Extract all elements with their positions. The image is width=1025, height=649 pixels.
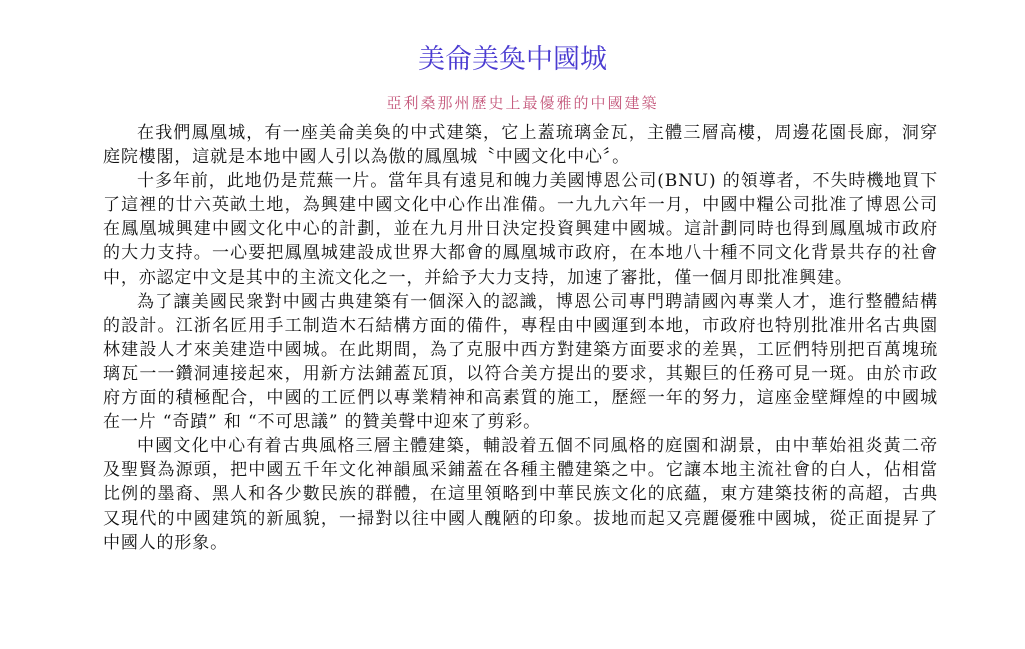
paragraph-2: 十多年前，此地仍是荒蕪一片。當年具有遠見和魄力美國博恩公司(BNU) 的領導者，不失時機地買下了這裡的廿六英畝土地，為興建中國文化中心作出准備。一九九六年一月，中國中糧公司批准了博恩公司在鳳凰城興建中國文化中心的計劃，並在九月卅日決定投資興建中國城。這計劃同時也得到鳳凰城市政府的大力支持。一心要把鳳凰城建設成世界大都會的鳳凰城市政府，在本地八十種不同文化背景共存的社會中，亦認定中文是其中的主流文化之一，并給予大力支持，加速了審批，僅一個月即批准興建。 xyxy=(103,171,938,288)
document-title: 美侖美奐中國城 xyxy=(418,44,607,75)
document-subtitle: 亞利桑那州歷史上最優雅的中國建築 xyxy=(386,94,659,112)
paragraph-1: 在我們鳳凰城，有一座美侖美奐的中式建築，它上蓋琉璃金瓦，主體三層高樓，周邊花園長廊，洞穿庭院樓閣，這就是本地中國人引以為傲的鳳凰城〝中國文化中心〞。 xyxy=(103,123,938,168)
paragraph-3: 為了讓美國民衆對中國古典建築有一個深入的認識，博恩公司專門聘請國內專業人才，進行整體結構的設計。江浙名匠用手工制造木石結構方面的備件，專程由中國運到本地，市政府也特別批准卅名古典園林建設人才來美建造中國城。在此期間，為了克服中西方對建築方面要求的差異，工匠們特別把百萬塊琉璃瓦一一鑽洞連接起來，用新方法鋪蓋瓦頂，以符合美方提出的要求，其艱巨的任務可見一斑。由於市政府方面的積極配合，中國的工匠們以專業精神和高素質的施工，歷經一年的努力，這座金壁輝煌的中國城在一片 “奇蹟” 和 “不可思議” 的贊美聲中迎來了剪彩。 xyxy=(103,291,938,433)
document-body xyxy=(103,121,938,555)
paragraph-4: 中國文化中心有着古典風格三層主體建築，輔設着五個不同風格的庭園和湖景，由中華始祖炎黃二帝及聖賢為源頭，把中國五千年文化神韻風采鋪蓋在各種主體建築之中。它讓本地主流社會的白人，佔相當比例的墨裔、黑人和各少數民族的群體，在這里領略到中華民族文化的底蘊，東方建築技術的高超，古典又現代的中國建筑的新風貌，一掃對以往中國人醜陋的印象。拔地而起又亮麗優雅中國城，從正面提昇了中國人的形象。 xyxy=(103,436,938,553)
